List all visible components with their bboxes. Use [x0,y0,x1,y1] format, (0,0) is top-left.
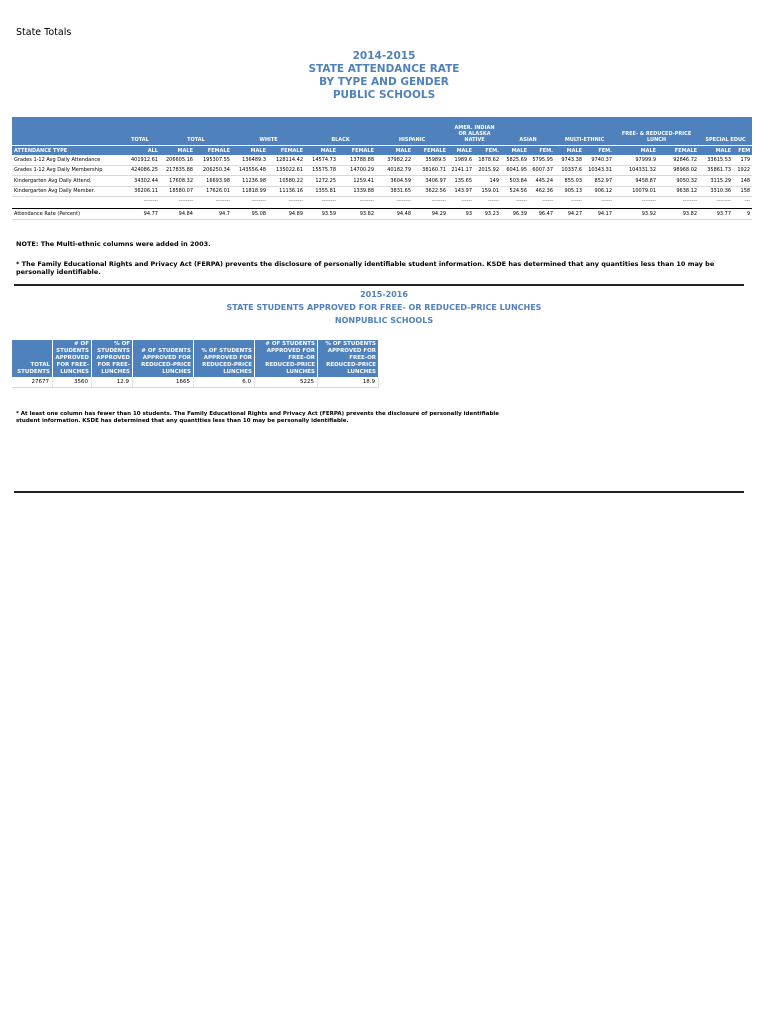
table-cell: -------- [716,197,732,204]
table-cell: 33615.53 [699,155,733,165]
table-cell: 143556.48 [232,165,268,176]
table-cell: 2141.17 [448,165,474,176]
lunch-cell: 18.9 [318,377,379,388]
lunch-table [12,340,379,388]
group-header: TOTAL [120,117,160,146]
table-cell: -------- [288,197,304,204]
table-cell: 3310.36 [699,186,733,197]
table-cell: ------ [461,197,473,204]
table-cell: 93.82 [658,209,699,220]
lunch-header: % OF STUDENTS APPROVED FOR FREE-OR REDUCED-PRICE LUNCHES [318,340,379,377]
table-cell: 206250.34 [195,165,232,176]
table-cell: -------- [641,197,657,204]
table-cell: -------- [251,197,266,204]
table-cell: 1355.81 [305,186,338,197]
table-cell: 35989.5 [413,155,448,165]
table-cell: 10337.6 [555,165,584,176]
sub-header: MALE [614,146,658,156]
lunch-cell: 5225 [255,377,318,388]
lunch-note: * At least one column has fewer than 10 students. The Family Educational Rights and Privacy Act (FERPA) prevents the disclosure of personally identifiable student information. KSDE has determined that any quantities less than 10 may be personally identifiable. [16,411,499,424]
table-cell: 94.89 [268,209,305,220]
group-header: ASIAN [501,117,555,146]
lunch-header: % OF STUDENTS APPROVED FOR REDUCED-PRICE LUNCHES [194,340,255,377]
bottom-divider [14,491,744,493]
lunch-table-body [12,377,379,388]
table-cell: -------- [143,197,158,204]
sub-header: FEMALE [338,146,376,156]
table-cell: 3115.29 [699,176,733,187]
table-row [12,176,752,187]
section-divider [14,284,744,286]
table-cell: 96.47 [529,209,555,220]
table-cell: 34302.44 [120,176,160,187]
lunch-table-header [12,340,379,377]
table-cell: 1339.88 [338,186,376,197]
table-cell: 179 [733,155,752,165]
table-cell: 93 [448,209,474,220]
table-cell: 401912.61 [120,155,160,165]
table-cell: 3406.97 [413,176,448,187]
group-header: BLACK [305,117,376,146]
table-cell: -------- [431,197,447,204]
sub-header: FEMALE [268,146,305,156]
sub-header: FEM [733,146,752,156]
table-cell: 96.39 [501,209,529,220]
table-cell: 9740.37 [584,155,614,165]
table-cell: -------- [396,197,412,204]
attendance-table-body [12,155,752,220]
table-cell: 37982.22 [376,155,413,165]
table-cell: 906.12 [584,186,614,197]
table-cell: 462.36 [529,186,555,197]
lunch-header: # OF STUDENTS APPROVED FOR REDUCED-PRICE LUNCHES [133,340,194,377]
table-cell: 5825.69 [501,155,529,165]
table-cell: 10079.01 [614,186,658,197]
lunch-cell: 27677 [12,377,53,388]
table-cell: 10343.31 [584,165,614,176]
table-cell: 158 [733,186,752,197]
table-cell: 98968.02 [658,165,699,176]
sub-header: FEM. [584,146,614,156]
sub-header: FEM. [529,146,555,156]
sub-header: ALL [120,146,160,156]
table-cell: 6007.37 [529,165,555,176]
lunch-title-line: 2015-2016 [360,290,408,299]
table-cell: 94.17 [584,209,614,220]
table-row [12,186,752,197]
table-cell: 17608.32 [160,176,195,187]
table-cell: 94.48 [376,209,413,220]
row-label: Kindergarten Avg Daily Attend. [12,176,120,187]
group-header-row [12,117,752,146]
table-cell: 94.27 [555,209,584,220]
group-header: TOTAL [160,117,232,146]
ferpa-note: * The Family Educational Rights and Privacy Act (FERPA) prevents the disclosure of personally identifiable student information. KSDE has determined that any quantities less than 10 may be personally identifiable. [16,260,715,276]
table-cell: 94.77 [120,209,160,220]
table-cell: 524.56 [501,186,529,197]
sub-header: MALE [160,146,195,156]
table-cell: 195307.55 [195,155,232,165]
sub-header: MALE [699,146,733,156]
table-cell: ------ [601,197,613,204]
table-cell: 38160.71 [413,165,448,176]
table-cell: 217835.88 [160,165,195,176]
table-cell: 9050.32 [658,176,699,187]
table-cell: 17626.01 [195,186,232,197]
table-row [12,155,752,165]
sub-header: FEMALE [413,146,448,156]
table-cell: 11136.16 [268,186,305,197]
table-cell: 35861.73 [699,165,733,176]
table-cell: 6041.95 [501,165,529,176]
table-cell: 2015.92 [474,165,501,176]
table-cell: 905.13 [555,186,584,197]
attendance-table-header [12,117,752,155]
sub-header: MALE [305,146,338,156]
table-cell: 10580.22 [268,176,305,187]
table-cell: 93.23 [474,209,501,220]
table-cell: 94.7 [195,209,232,220]
table-cell: 503.84 [501,176,529,187]
table-cell: ------ [542,197,554,204]
sub-header: FEMALE [658,146,699,156]
table-cell: 445.24 [529,176,555,187]
table-cell: 94.29 [413,209,448,220]
row-label: Attendance Rate (Percent) [12,209,120,220]
attendance-title-line: BY TYPE AND GENDER [319,76,449,88]
lunch-header: % OF STUDENTS APPROVED FOR FREE-LUNCHES [92,340,133,377]
table-cell: -------- [682,197,698,204]
sub-header: MALE [232,146,268,156]
table-cell: -------- [178,197,193,204]
lunch-header: # OF STUDENTS APPROVED FOR FREE-OR REDUCED-PRICE LUNCHES [255,340,318,377]
group-header-blank [12,117,120,146]
table-cell: 149 [474,176,501,187]
table-row [12,165,752,176]
group-header: MULTI-ETHNIC [555,117,614,146]
lunch-cell: 1665 [133,377,194,388]
table-cell: 206605.16 [160,155,195,165]
table-cell: 93.59 [305,209,338,220]
table-cell: 5795.95 [529,155,555,165]
table-cell: 855.03 [555,176,584,187]
lunch-header: # OF STUDENTS APPROVED FOR FREE-LUNCHES [53,340,92,377]
table-cell: 93.92 [614,209,658,220]
table-cell: 15575.78 [305,165,338,176]
table-cell: 3831.65 [376,186,413,197]
table-cell: 135.65 [448,176,474,187]
table-cell: 13788.88 [338,155,376,165]
table-cell: 95.08 [232,209,268,220]
table-row [12,377,379,388]
sub-header: MALE [555,146,584,156]
row-label: Grades 1-12 Avg Daily Membership [12,165,120,176]
table-cell: 143.97 [448,186,474,197]
table-cell: 159.01 [474,186,501,197]
group-header: SPECIAL EDUC [699,117,752,146]
row-label [12,197,120,205]
table-cell: 97999.9 [614,155,658,165]
table-cell: 18580.07 [160,186,195,197]
table-cell: 148 [733,176,752,187]
lunch-cell: 6.0 [194,377,255,388]
table-cell: 16693.98 [195,176,232,187]
page-label: State Totals [16,27,72,38]
lunch-title-line: STATE STUDENTS APPROVED FOR FREE- OR REDUCED-PRICE LUNCHES [226,303,542,312]
sub-header: FEM. [474,146,501,156]
table-cell: 40182.79 [376,165,413,176]
table-cell: 11818.99 [232,186,268,197]
attendance-title-line: 2014-2015 [352,50,416,62]
sub-header: MALE [376,146,413,156]
table-cell: 852.97 [584,176,614,187]
table-cell: 104331.32 [614,165,658,176]
table-cell: 94.84 [160,209,195,220]
table-cell: 93.82 [338,209,376,220]
sub-header: MALE [448,146,474,156]
table-cell: ------ [571,197,583,204]
table-cell: 424086.25 [120,165,160,176]
table-cell: 1878.62 [474,155,501,165]
table-cell: 3622.56 [413,186,448,197]
attendance-table [12,117,752,220]
table-cell: 9458.87 [614,176,658,187]
lunch-header: TOTAL STUDENTS [12,340,53,377]
table-cell: 3604.59 [376,176,413,187]
table-cell: ------ [488,197,500,204]
table-cell: 1922 [733,165,752,176]
table-cell: 14700.29 [338,165,376,176]
rate-row [12,209,752,220]
table-cell: 93.77 [699,209,733,220]
attendance-title-line: STATE ATTENDANCE RATE [308,63,460,75]
multi-ethnic-note: NOTE: The Multi-ethnic columns were added in 2003. [16,240,211,248]
dash-row [12,197,752,205]
sub-header: FEMALE [195,146,232,156]
group-header: AMER. INDIAN OR ALASKA NATIVE [448,117,501,146]
table-cell: 1989.6 [448,155,474,165]
table-cell: -------- [215,197,230,204]
lunch-title-line: NONPUBLIC SCHOOLS [334,316,434,325]
table-cell: ------ [516,197,528,204]
table-cell: 9638.12 [658,186,699,197]
table-cell: 9 [733,209,752,220]
table-cell: 1259.41 [338,176,376,187]
table-cell: 135022.61 [268,165,305,176]
row-label: Kindergarten Avg Daily Member. [12,186,120,197]
table-cell: 128114.42 [268,155,305,165]
sub-header: MALE [501,146,529,156]
table-cell: 9743.38 [555,155,584,165]
table-cell: 92846.72 [658,155,699,165]
lunch-title [0,288,768,327]
table-cell: 36206.11 [120,186,160,197]
sub-header: ATTENDANCE TYPE [12,146,120,156]
attendance-title-line: PUBLIC SCHOOLS [332,89,436,101]
group-header: HISPANIC [376,117,448,146]
table-cell: 1272.25 [305,176,338,187]
table-cell: 14574.73 [305,155,338,165]
row-label: Grades 1-12 Avg Daily Attendance [12,155,120,165]
table-cell: 11236.98 [232,176,268,187]
table-cell: -------- [321,197,337,204]
lunch-cell: 3560 [53,377,92,388]
group-header: FREE- & REDUCED-PRICE LUNCH [614,117,699,146]
table-cell: -------- [359,197,375,204]
table-cell: --- [744,197,751,204]
table-cell: 136489.3 [232,155,268,165]
attendance-title [0,50,768,102]
sub-header-row [12,146,752,156]
lunch-cell: 12.9 [92,377,133,388]
group-header: WHITE [232,117,305,146]
